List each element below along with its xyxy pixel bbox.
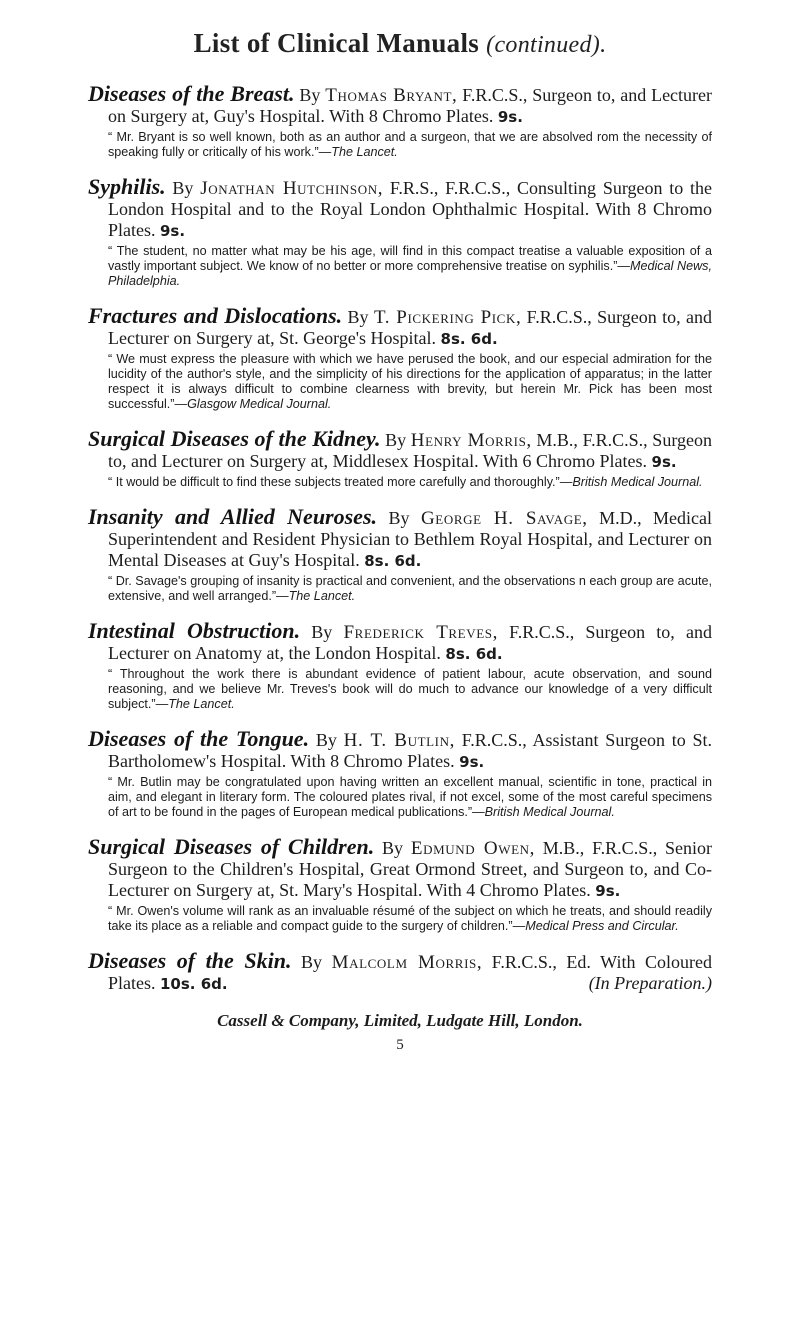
- entry-title: Diseases of the Breast.: [88, 81, 295, 106]
- review-source: Medical Press and Circular.: [525, 919, 679, 933]
- review-text: “ Mr. Owen's volume will rank as an invaluable résumé of the subject on which he treats, and should readily take its place as a reliable and compact guide to the surgery of children.”—: [108, 904, 712, 933]
- entry-details: M.B., F.R.C.S., Surgeon to, and Lecturer on Surgery at, Middlesex Hospital. With 6 Chromo Plates.: [108, 430, 712, 471]
- review-text: “ Mr. Bryant is so well known, both as an author and a surgeon, that we are absolved rom the necessity of speaking fully or critically of his work.”—: [108, 130, 712, 159]
- entry-by: By: [382, 838, 404, 858]
- entry-title: Intestinal Obstruction.: [88, 618, 301, 643]
- entry-details: M.B., F.R.C.S., Senior Surgeon to the Children's Hospital, Great Ormond Street, and Surgeon to, and Co-Lecturer on Surgery at, St. Mary's Hospital. With 4 Chromo Plates.: [108, 838, 713, 900]
- entry-heading: [88, 836, 712, 902]
- review-text: “ Dr. Savage's grouping of insanity is practical and convenient, and the observations n each group are acute, extensive, and well arranged.”—: [108, 574, 712, 603]
- review-source: Medical News, Philadelphia.: [108, 259, 712, 288]
- review-source: The Lancet.: [331, 145, 398, 159]
- entry-price: 9s.: [497, 108, 523, 126]
- entry-review: [88, 352, 712, 412]
- entry-heading: [88, 305, 712, 350]
- entry-heading: [88, 950, 712, 995]
- entry-price: 9s.: [160, 222, 186, 240]
- entry-price: 9s.: [595, 882, 621, 900]
- entry-title: Insanity and Allied Neuroses.: [88, 504, 378, 529]
- entry-author: George H. Savage,: [420, 508, 588, 529]
- list-item: [88, 950, 712, 995]
- entry-heading: [88, 176, 712, 242]
- entry-by: By: [301, 952, 323, 972]
- entry-details: F.R.C.S., Surgeon to, and Lecturer on Surgery at, St. George's Hospital.: [108, 307, 713, 348]
- entry-price: 9s.: [459, 753, 485, 771]
- entry-by: By: [315, 730, 337, 750]
- list-item: [88, 728, 712, 820]
- entry-by: By: [388, 508, 410, 528]
- page-title-text: List of Clinical Manuals: [193, 28, 480, 58]
- entry-price: 8s. 6d.: [364, 552, 422, 570]
- entry-title: Surgical Diseases of Children.: [88, 834, 375, 859]
- review-text: “ Throughout the work there is abundant evidence of patient labour, acute observation, and sound reasoning, and we believe Mr. Treves's book will do much to advance our knowledge of a very difficult subject.”—: [108, 667, 712, 711]
- list-item: [88, 83, 712, 160]
- page-number: 5: [396, 1037, 404, 1053]
- list-item: [88, 836, 712, 934]
- entry-review: [88, 244, 712, 289]
- entry-heading: [88, 428, 712, 473]
- entry-review: [88, 475, 712, 490]
- review-source: British Medical Journal.: [572, 475, 703, 489]
- review-source: The Lancet.: [168, 697, 235, 711]
- review-text: “ The student, no matter what may be his age, will find in this compact treatise a valuable exposition of a vastly important subject. We know of no better or more comprehensive treatise on syphilis.”—: [108, 244, 712, 273]
- entry-title: Surgical Diseases of the Kidney.: [88, 426, 381, 451]
- entry-review: [88, 130, 712, 160]
- entry-review: [88, 667, 712, 712]
- entry-details: F.R.C.S., Surgeon to, and Lecturer on Anatomy at, the London Hospital.: [108, 622, 712, 663]
- entry-review: [88, 775, 712, 820]
- page-title: [88, 28, 712, 59]
- entry-details: F.R.S., F.R.C.S., Consulting Surgeon to the London Hospital and to the Royal London Ophthalmic Hospital. With 8 Chromo Plates.: [108, 178, 713, 240]
- entry-preparation-note: (In Preparation.): [588, 973, 712, 993]
- entry-details: F.R.C.S., Ed. With Coloured Plates.: [108, 952, 713, 993]
- entry-by: By: [385, 430, 407, 450]
- entry-heading: [88, 506, 712, 572]
- entry-author: Frederick Treves,: [343, 622, 498, 643]
- entry-author: Malcolm Morris,: [331, 952, 483, 973]
- entry-by: By: [311, 622, 333, 642]
- entry-review: [88, 574, 712, 604]
- review-text: “ Mr. Butlin may be congratulated upon having written an excellent manual, scientific in tone, practical in aim, and elegant in literary form. The coloured plates rival, if not excel, some of the most careful specimens of art to be found in the pages of European medical publications.”—: [108, 775, 712, 819]
- entry-by: By: [299, 85, 321, 105]
- page-title-continued: (continued).: [486, 32, 607, 58]
- entry-heading: [88, 728, 712, 773]
- entry-author: Edmund Owen,: [410, 838, 535, 859]
- entry-review: [88, 904, 712, 934]
- entry-by: By: [347, 307, 369, 327]
- entry-title: Diseases of the Skin.: [88, 948, 292, 973]
- entry-heading: [88, 83, 712, 128]
- manual-list: [88, 83, 712, 995]
- list-item: [88, 176, 712, 289]
- entry-price: 8s. 6d.: [445, 645, 503, 663]
- entry-author: Henry Morris,: [410, 430, 532, 451]
- entry-title: Syphilis.: [88, 174, 166, 199]
- entry-heading: [88, 620, 712, 665]
- entry-by: By: [172, 178, 194, 198]
- review-source: British Medical Journal.: [484, 805, 615, 819]
- entry-details: F.R.C.S., Surgeon to, and Lecturer on Surgery at, Guy's Hospital. With 8 Chromo Plates.: [108, 85, 713, 126]
- list-item: [88, 620, 712, 712]
- entry-title: Fractures and Dislocations.: [88, 303, 343, 328]
- entry-price: 8s. 6d.: [440, 330, 498, 348]
- entry-author: H. T. Butlin,: [343, 730, 455, 751]
- review-source: Glasgow Medical Journal.: [187, 397, 332, 411]
- entry-author: Jonathan Hutchinson,: [200, 178, 384, 199]
- list-item: [88, 428, 712, 490]
- review-text: “ We must express the pleasure with which we have perused the book, and our especial admiration for the lucidity of the author's style, and the simplicity of his directions for the application of apparatus; in the latter respect it is always difficult to combine clearness with brevity, but herein Mr. Pick has been most successful.”—: [108, 352, 712, 411]
- entry-title: Diseases of the Tongue.: [88, 726, 310, 751]
- entry-author: Thomas Bryant,: [325, 85, 458, 106]
- entry-author: T. Pickering Pick,: [373, 307, 522, 328]
- entry-price: 9s.: [651, 453, 677, 471]
- review-source: The Lancet.: [288, 589, 356, 603]
- publisher-imprint: Cassell & Company, Limited, Ludgate Hill, London.: [217, 1011, 583, 1030]
- review-text: “ It would be difficult to find these subjects treated more carefully and thoroughly.”—: [108, 475, 573, 489]
- list-item: [88, 305, 712, 412]
- entry-details: F.R.C.S., Assistant Surgeon to St. Bartholomew's Hospital. With 8 Chromo Plates.: [108, 730, 712, 771]
- list-item: [88, 506, 712, 604]
- entry-details: M.D., Medical Superintendent and Resident Physician to Bethlem Royal Hospital, and Lecturer on Mental Diseases at Guy's Hospital.: [108, 508, 713, 570]
- entry-price: 10s. 6d.: [160, 975, 228, 993]
